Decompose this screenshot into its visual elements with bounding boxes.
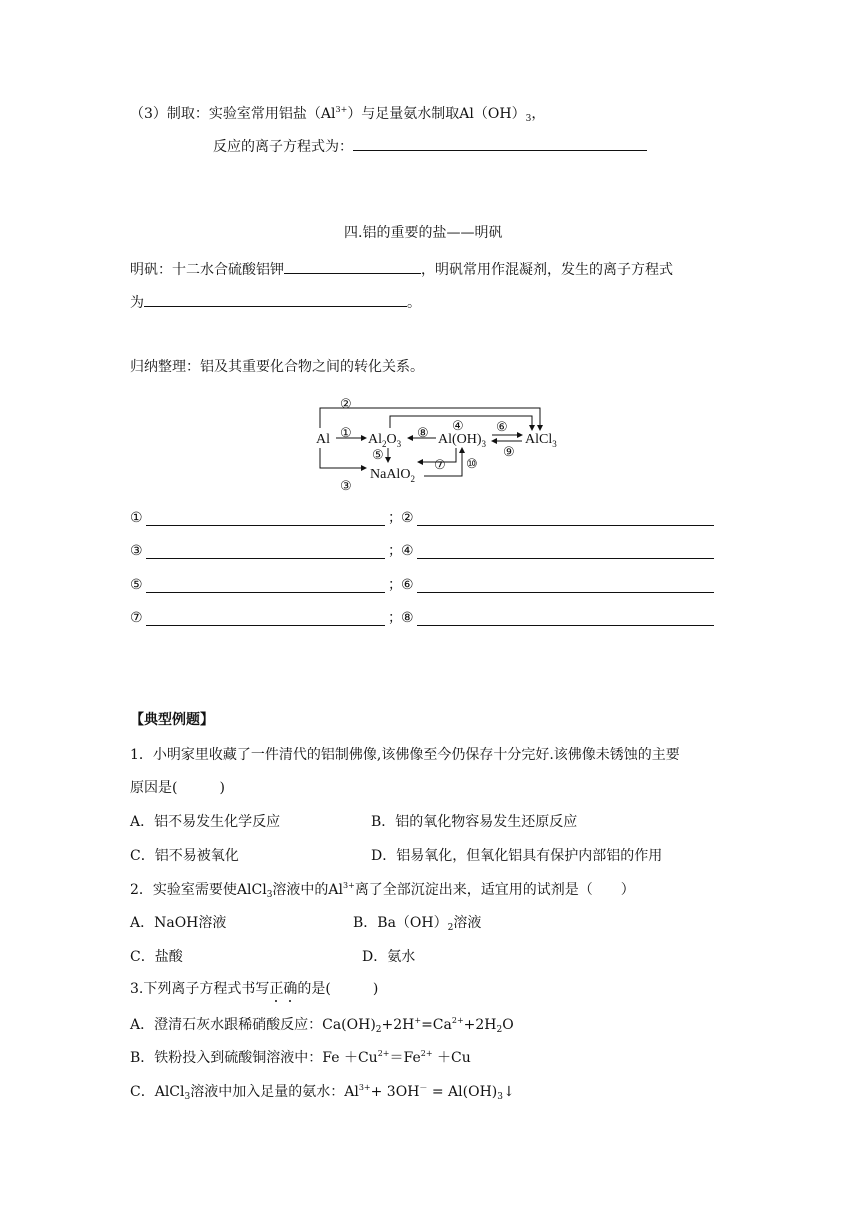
al2o3-label: $Al_2O_3$ xyxy=(368,432,402,449)
fill-row: ⑤ ； ⑥ xyxy=(130,575,720,595)
fill-row: ① ； ② xyxy=(130,508,720,528)
section-heading: 四.铝的重要的盐——明矾 xyxy=(344,225,503,241)
q3-option-c[interactable]: C．AlCl$_3$溶液中加入足量的氨水：$Al^{3+}+ 3OH^-$ = $Al(OH)_3↓$ xyxy=(130,1083,515,1102)
q3-option-a[interactable]: A．澄清石灰水跟稀硝酸反应：$Ca(OH)_2+2H^+=Ca^{2+}+2H_2O$ xyxy=(130,1016,514,1035)
answer-blank[interactable] xyxy=(284,259,421,274)
answer-blank[interactable] xyxy=(146,610,385,626)
step-9-marker: ⑨ xyxy=(503,444,515,459)
answer-blank[interactable] xyxy=(146,543,385,559)
question-1-line-1: 1．小明家里收藏了一件清代的铝制佛像,该佛像至今仍保存十分完好.该佛像未锈蚀的主要 xyxy=(130,747,680,763)
step-1-marker: ① xyxy=(340,425,352,440)
q1-option-b[interactable]: B．铝的氧化物容易发生还原反应 xyxy=(371,814,578,830)
summary-line: 归纳整理：铝及其重要化合物之间的转化关系。 xyxy=(130,359,424,375)
answer-blank[interactable] xyxy=(146,510,385,526)
aloh3-label: $Al(OH)_3$ xyxy=(438,432,487,449)
q1-option-c[interactable]: C．铝不易被氧化 xyxy=(130,848,239,864)
alum-line-1: 明矾：十二水合硫酸铝钾 ，明矾常用作混凝剂，发生的离子方程式 xyxy=(130,259,673,280)
answer-blank[interactable] xyxy=(146,577,385,593)
conversion-diagram xyxy=(300,392,570,492)
step-5-marker: ⑤ xyxy=(372,447,384,462)
q2-option-a[interactable]: A．NaOH溶液 xyxy=(130,915,227,931)
q2-option-c[interactable]: C．盐酸 xyxy=(130,949,183,965)
answer-blank[interactable] xyxy=(417,610,714,626)
prep-equation-line: 反应的离子方程式为： xyxy=(213,136,647,157)
item-number: （3） xyxy=(130,106,167,122)
step-8-marker: ⑧ xyxy=(417,425,429,440)
answer-blank[interactable] xyxy=(417,510,714,526)
step-7-marker: ⑦ xyxy=(434,457,446,472)
answer-blank[interactable] xyxy=(417,543,714,559)
alcl3-label: AlCl$_3$ xyxy=(525,432,557,449)
naalo2-label: NaAlO$_2$ xyxy=(370,467,415,484)
step-3-marker: ③ xyxy=(340,478,352,492)
question-3: 3.下列离子方程式书写正确的是( ) xyxy=(130,981,379,997)
emphasis-dot-char: 确 xyxy=(283,981,298,997)
prep-line: （3）制取：实验室常用铝盐$(Al^{3+})$与足量氨水制取$Al(OH)_3$， xyxy=(130,105,546,124)
step-10-marker: ⑩ xyxy=(466,456,478,471)
examples-heading: 【典型例题】 xyxy=(130,712,214,728)
emphasis-dot-char: 正 xyxy=(269,981,284,997)
q1-option-d[interactable]: D．铝易氧化，但氧化铝具有保护内部铝的作用 xyxy=(371,848,663,864)
fill-row: ③ ； ④ xyxy=(130,541,720,561)
alum-line-2: 为 。 xyxy=(130,292,421,313)
q1-option-a[interactable]: A．铝不易发生化学反应 xyxy=(130,814,281,830)
question-2: 2．实验室需要使AlCl$_3$溶液中的$Al^{3+}$离了全部沉淀出来，适宜用的试剂是（ ） xyxy=(130,881,635,900)
answer-blank[interactable] xyxy=(417,577,714,593)
q2-option-b[interactable]: B．$Ba(OH)_2$溶液 xyxy=(353,915,482,933)
question-1-line-2: 原因是( ) xyxy=(130,780,225,796)
fill-row: ⑦ ； ⑧ xyxy=(130,608,720,628)
answer-blank[interactable] xyxy=(353,136,647,151)
arrow-3 xyxy=(320,448,366,468)
q3-option-b[interactable]: B．铁粉投入到硫酸铜溶液中：$Fe +Cu^{2+}=Fe^{2+} +Cu$ xyxy=(130,1049,471,1066)
q2-option-d[interactable]: D．氨水 xyxy=(362,949,416,965)
al-label: Al xyxy=(316,432,330,447)
answer-blank[interactable] xyxy=(144,292,407,307)
step-4-marker: ④ xyxy=(452,418,464,433)
step-6-marker: ⑥ xyxy=(496,419,508,434)
step-2-marker: ② xyxy=(340,396,352,411)
